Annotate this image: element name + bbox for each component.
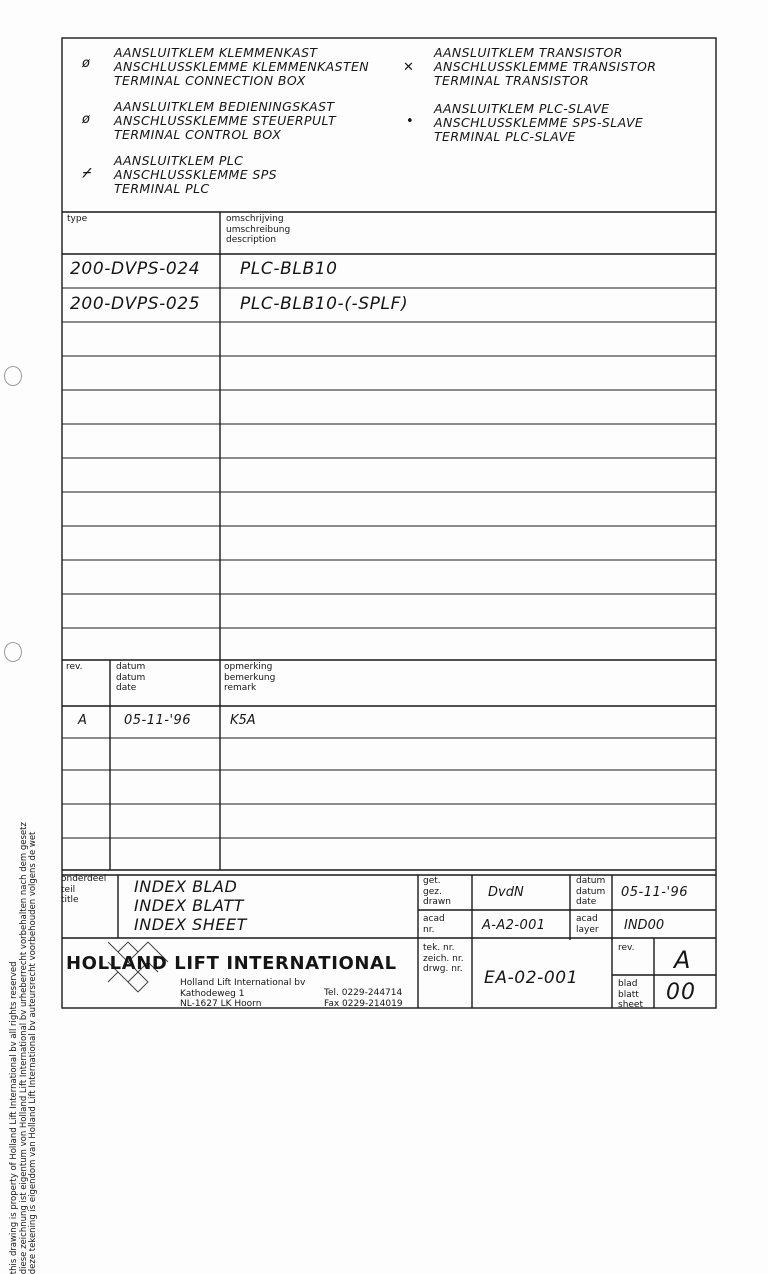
revision-rev-cell: A (78, 713, 87, 728)
label-line: drawn (423, 897, 451, 907)
type-cell: 200-DVPS-024 (70, 259, 201, 279)
address-line: Holland Lift International bv (180, 978, 306, 988)
description-column-header (226, 214, 290, 246)
label-line: blad (618, 979, 638, 989)
drawing-number-value: EA-02-001 (484, 968, 579, 988)
header-line: bemerkung (224, 672, 276, 683)
acad-layer-label (576, 914, 599, 935)
revision-date-cell: 05-11-'96 (124, 713, 192, 728)
title-line: INDEX SHEET (134, 915, 247, 934)
label-line: title (61, 895, 79, 905)
label-line: tek. nr. (423, 943, 455, 953)
legend-line: ANSCHLUSSKLEMME KLEMMENKASTEN (114, 59, 370, 74)
acad-number-label (423, 914, 445, 935)
description-cell: PLC-BLB10 (240, 259, 338, 279)
fax-number: Fax 0229-214019 (324, 998, 403, 1009)
company-name: HOLLAND LIFT INTERNATIONAL (66, 953, 397, 974)
drawn-label (423, 876, 451, 908)
sheet-value: 00 (666, 980, 696, 1005)
label-line: layer (576, 924, 599, 935)
title-line: INDEX BLATT (134, 896, 244, 915)
legend-line: TERMINAL PLC (114, 181, 210, 196)
legend-line: ANSCHLUSSKLEMME SPS (114, 167, 278, 182)
symbol-slashed-circle-icon: ø (82, 112, 90, 127)
revision-label: rev. (618, 943, 635, 953)
symbol-dot-icon: • (406, 114, 414, 129)
symbol-cross-icon: ✕ (403, 60, 414, 75)
address-line: NL-1627 LK Hoorn (180, 999, 262, 1009)
label-line: get. (423, 876, 441, 886)
header-line: opmerking (224, 662, 273, 672)
legend-line: AANSLUITKLEM TRANSISTOR (434, 45, 623, 60)
legend-line: AANSLUITKLEM KLEMMENKAST (114, 45, 318, 60)
description-cell: PLC-BLB10-(-SPLF) (240, 294, 409, 314)
drawing-number-label (423, 943, 464, 975)
label-line: acad (423, 914, 445, 924)
notice-line-nl: deze tekening is eigendom van Holland Lift International bv auteursrecht voorbehouden volgens de wet (27, 831, 38, 1274)
label-line: onderdeel (61, 874, 107, 884)
label-line: date (576, 897, 597, 907)
legend-line: TERMINAL PLC-SLAVE (434, 129, 576, 144)
notice-line-de: diese zeichnung ist eigentum von Holland Lift International bv urheberrecht vorbehalten nach dem gesetz (18, 822, 29, 1274)
header-line: remark (224, 683, 257, 693)
acad-layer-value: IND00 (624, 918, 665, 933)
date-column-header (116, 662, 145, 694)
title-line: INDEX BLAD (134, 877, 238, 896)
date-value: 05-11-'96 (621, 885, 689, 900)
rev-column-header: rev. (66, 662, 83, 672)
header-line: datum (116, 662, 146, 672)
label-line: blatt (618, 989, 639, 1000)
legend-line: ANSCHLUSSKLEMME STEUERPULT (114, 113, 337, 128)
legend-line: AANSLUITKLEM BEDIENINGSKAST (114, 99, 335, 114)
header-line: description (226, 235, 277, 245)
legend-line: AANSLUITKLEM PLC-SLAVE (434, 101, 610, 116)
header-line: omschrijving (226, 214, 284, 224)
header-line: datum (116, 672, 146, 683)
address-line: Kathodeweg 1 (180, 988, 245, 999)
label-line: datum (576, 886, 606, 897)
label-line: sheet (618, 1000, 643, 1010)
drawn-by-value: DvdN (488, 885, 524, 900)
phone-number: Tel. 0229-244714 (324, 988, 403, 998)
drawing-title (134, 877, 247, 934)
symbol-slashed-circle-icon: ø (82, 56, 90, 71)
revision-remark-cell: K5A (230, 713, 256, 728)
title-label (61, 874, 106, 906)
legend-line: TERMINAL CONNECTION BOX (114, 73, 306, 88)
label-line: gez. (423, 886, 442, 897)
legend-line: AANSLUITKLEM PLC (114, 153, 244, 168)
sheet-label (618, 979, 643, 1011)
legend-line: ANSCHLUSSKLEMME TRANSISTOR (434, 59, 657, 74)
revision-value: A (674, 946, 691, 974)
label-line: zeich. nr. (423, 953, 464, 964)
legend-line: TERMINAL TRANSISTOR (434, 73, 590, 88)
label-line: datum (576, 876, 606, 886)
label-line: teil (61, 884, 76, 895)
date-label (576, 876, 605, 908)
notice-line-en: this drawing is property of Holland Lift International bv all rights reserved (8, 961, 19, 1274)
symbol-plc-slash-icon: ⌿ (82, 166, 90, 181)
remark-column-header (224, 662, 275, 694)
acad-number-value: A-A2-001 (482, 918, 546, 933)
legend-line: TERMINAL CONTROL BOX (114, 127, 282, 142)
company-contact (324, 988, 403, 1009)
label-line: nr. (423, 924, 435, 935)
type-cell: 200-DVPS-025 (70, 294, 201, 314)
type-column-header: type (67, 214, 88, 224)
company-address (180, 978, 305, 1010)
label-line: acad (576, 914, 598, 924)
label-line: drwg. nr. (423, 964, 463, 974)
header-line: umschreibung (226, 224, 291, 235)
header-line: date (116, 683, 137, 693)
legend-line: ANSCHLUSSKLEMME SPS-SLAVE (434, 115, 644, 130)
